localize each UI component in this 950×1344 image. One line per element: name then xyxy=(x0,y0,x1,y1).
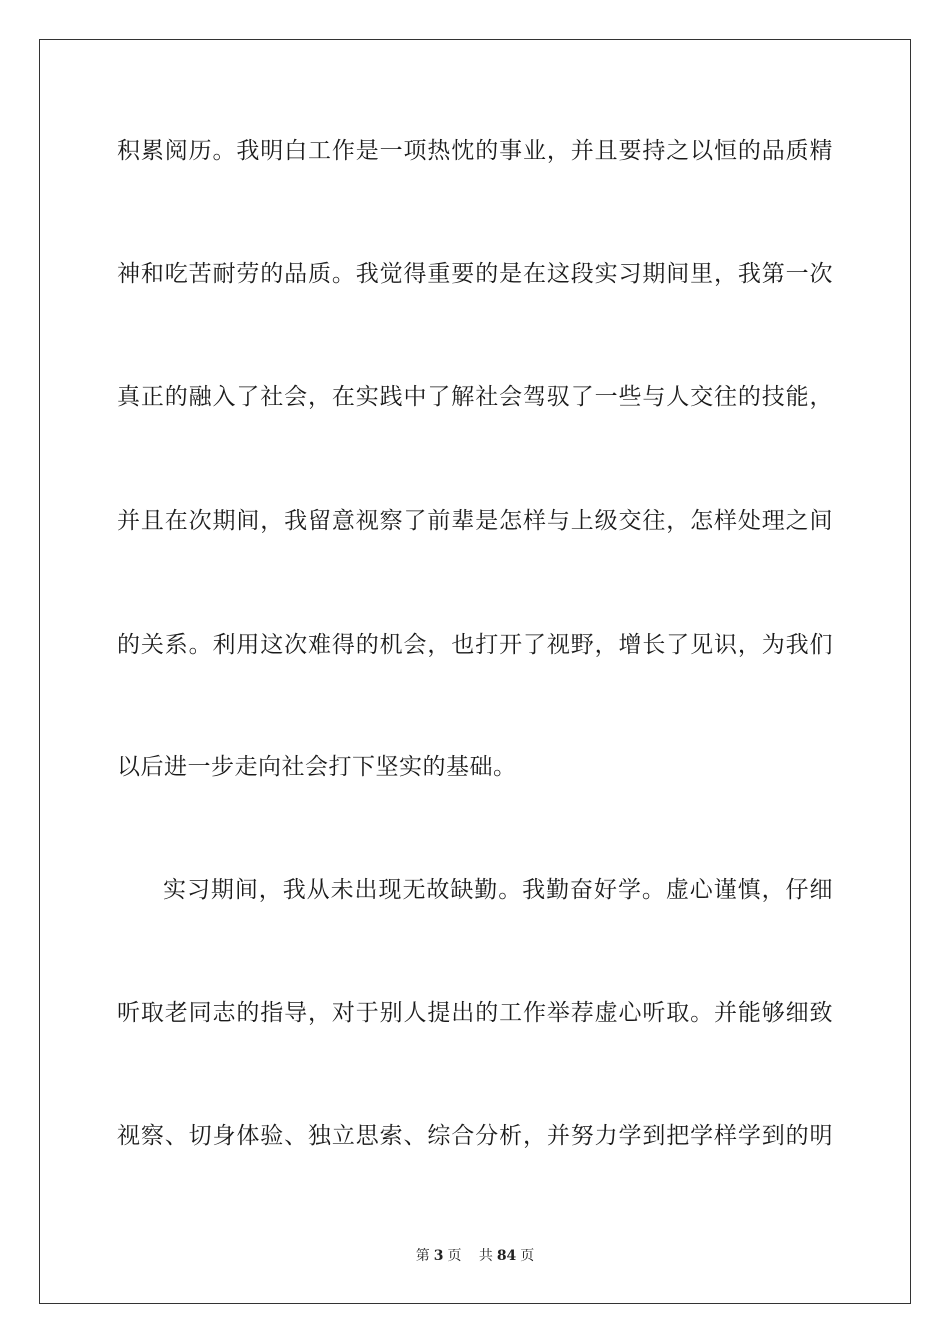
footer-page-number: 3 xyxy=(433,1248,444,1264)
footer-page-prefix: 第 xyxy=(415,1248,430,1264)
body-line-1: 积累阅历。我明白工作是一项热忱的事业，并且要持之以恒的品质精 xyxy=(117,138,833,164)
body-line-3: 真正的融入了社会，在实践中了解社会驾驭了一些与人交往的技能， xyxy=(117,384,833,410)
body-line-4: 并且在次期间，我留意视察了前辈是怎样与上级交往，怎样处理之间 xyxy=(117,508,833,534)
footer-page-suffix: 页 xyxy=(447,1248,462,1264)
page-footer xyxy=(0,1247,950,1265)
footer-total-pages: 84 xyxy=(496,1248,517,1264)
body-line-6: 以后进一步走向社会打下坚实的基础。 xyxy=(117,754,517,780)
footer-total-prefix: 共 xyxy=(478,1248,493,1264)
body-line-9: 视察、切身体验、独立思索、综合分析，并努力学到把学样学到的明 xyxy=(117,1123,833,1149)
body-line-8: 听取老同志的指导，对于别人提出的工作举荐虚心听取。并能够细致 xyxy=(117,1000,833,1026)
body-line-2: 神和吃苦耐劳的品质。我觉得重要的是在这段实习期间里，我第一次 xyxy=(117,261,833,287)
page-border xyxy=(39,39,911,1304)
body-line-7: 实习期间，我从未出现无故缺勤。我勤奋好学。虚心谨慎，仔细 xyxy=(163,877,833,903)
body-line-5: 的关系。利用这次难得的机会，也打开了视野，增长了见识，为我们 xyxy=(117,632,833,658)
footer-total-suffix: 页 xyxy=(520,1248,535,1264)
